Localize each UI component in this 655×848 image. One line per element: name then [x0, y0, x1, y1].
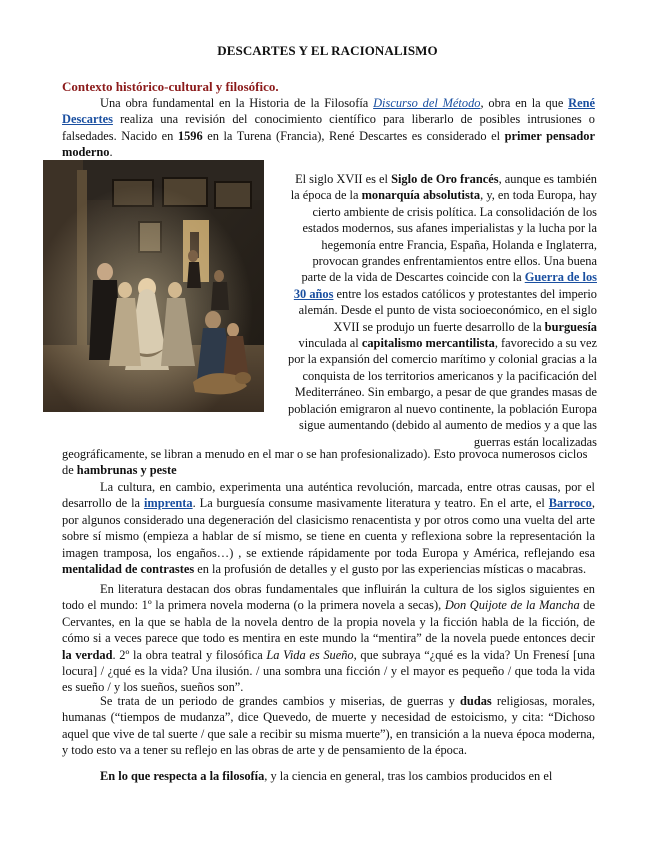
filosofia-text: En lo que respecta a la filosofía	[100, 769, 265, 783]
text-span: . 2º la obra teatral y filosófica	[112, 647, 267, 662]
quijote-title: Don Quijote de la Mancha	[444, 598, 580, 613]
verdad-text: la verdad	[62, 647, 113, 662]
barroco-link[interactable]: Barroco	[548, 496, 592, 511]
hambrunas-text: hambrunas y peste	[76, 463, 177, 478]
text-span: en la profusión de detalles y el gusto por las experiencias místicas o macabras.	[194, 562, 587, 577]
text-span: geográficamente, se libran a menudo en el mar o se han profesionalizado). Esto provoca numerosos ciclos de	[62, 447, 588, 478]
context-paragraph-right	[286, 171, 597, 450]
text-span: , y la ciencia en general, tras los cambios producidos en el	[264, 769, 553, 783]
imprenta-link[interactable]: imprenta	[143, 496, 193, 511]
context-paragraph-continued	[62, 446, 595, 479]
text-span: de Cervantes, en la que se habla de la novela dentro de la propia novela y la ficción habla de la ficción, de cómo si a veces parece que todo es mentira en este mundo la “mentira” de la novela puede entonces decir	[62, 598, 595, 646]
rene-descartes-link[interactable]: René Descartes	[62, 96, 595, 127]
document-title: DESCARTES Y EL RACIONALISMO	[217, 43, 438, 58]
text-span: Se trata de un periodo de grandes cambios y miserias, de guerras y	[100, 694, 461, 708]
literature-paragraph	[62, 581, 595, 696]
dudas-text: dudas	[460, 694, 492, 708]
text-span: , y, en toda Europa, hay cierto ambiente de crisis política. La consolidación de los estados modernos, sus afanes imperialistas y la lucha por la hegemonía entre Francia, España, Holanda e Inglaterra, provocan grandes enfrentamientos entre ellos. Una buena parte de la vida de Descartes coincide con la	[301, 188, 597, 285]
las-meninas-painting	[43, 160, 264, 412]
changes-paragraph	[62, 693, 595, 759]
text-span: , por algunos considerado una degeneración del clasicismo renacentista y por otros como una vuelta del arte sobre sí mismo (empieza a hablar de sí mismo, se tiene en cuenta y reflexiona sobre la representación la imagen tramposa, los engaños…) , se extiende rápidamente por toda Europa y América, reflejando esa	[62, 496, 595, 560]
text-span: . La burguesía consume masivamente literatura y teatro. En el arte, el	[192, 496, 549, 511]
text-span: , favorecido a su vez por la expansión del comercio marítimo y colonial gracias a la conquista de los territorios americanos y la pacificación del Mediterráneo. Sin embargo, a pesar de que grandes masas de población emigraron al nuevo continente, la población Europa sigue aumentando (debido al aumento de medios y a que las guerras están localizadas	[288, 336, 597, 449]
text-span: , aunque es también la época de la	[290, 172, 597, 203]
text-span: , que subraya “¿qué es la vida? Un Frenesí [una locura] / ¿qué es la vida? Una ilusión. / una sombra una ficción / y el mayor es pequeño / que toda la vida es sueño / y los sueños, sueños son”.	[62, 647, 595, 695]
section-heading: Contexto histórico-cultural y filosófico.	[62, 79, 279, 94]
discurso-link[interactable]: Discurso del Método	[373, 96, 481, 110]
monarquia-text: monarquía absolutista	[361, 188, 481, 203]
text-span: vinculada al	[298, 336, 362, 351]
intro-paragraph	[62, 95, 595, 161]
text-span: El siglo XVII es el	[295, 172, 392, 186]
text-span: en la Turena (Francia), René Descartes es considerado el	[202, 128, 505, 143]
text-span: .	[109, 145, 113, 160]
capitalismo-text: capitalismo mercantilista	[361, 336, 495, 351]
mentalidad-text: mentalidad de contrastes	[62, 562, 195, 577]
text-span: realiza una revisión del conocimiento científico para liberarlo de posibles intrusiones o falsedades. Nacido en	[62, 112, 595, 143]
philosophy-paragraph	[62, 768, 595, 784]
text-span: En literatura destacan dos obras fundamentales que influirán la cultura de los siglos siguientes en todo el mundo: 1º la primera novela moderna (o la primera novela a secas),	[62, 582, 595, 613]
primer-pensador-text: primer pensador moderno	[62, 128, 596, 160]
culture-paragraph	[62, 479, 595, 577]
text-span: , obra en la que	[480, 96, 569, 110]
text-span: La cultura, en cambio, experimenta una auténtica revolución, marcada, entre otras causas, por el desarrollo de la	[62, 480, 595, 511]
text-span: Una obra fundamental en la Historia de la Filosofía	[100, 96, 374, 110]
text-span: religiosas, morales, humanas (“tiempos de mudanza”, dice Quevedo, de muerte y necesidad de estoicismo, y cita: “Dichoso aquel que vive de tal suerte / que sale a recibir su misma muerte”), en transición a la nueva época moderna, y todo esto va a tener su reflejo en las obras de arte y de pensamiento de la época.	[62, 694, 595, 758]
vida-sueno-title: La Vida es Sueño	[266, 647, 354, 662]
year-text: 1596	[177, 128, 203, 143]
burguesia-text: burguesía	[544, 319, 597, 334]
guerra-30-anos-link[interactable]: Guerra de los 30 años	[293, 270, 597, 301]
text-span: entre los estados católicos y protestantes del imperio alemán. Desde el punto de vista socioeconómico, en el siglo XVII se produjo un fuerte desarrollo de la	[298, 286, 597, 334]
siglo-oro-text: Siglo de Oro francés	[391, 172, 499, 186]
